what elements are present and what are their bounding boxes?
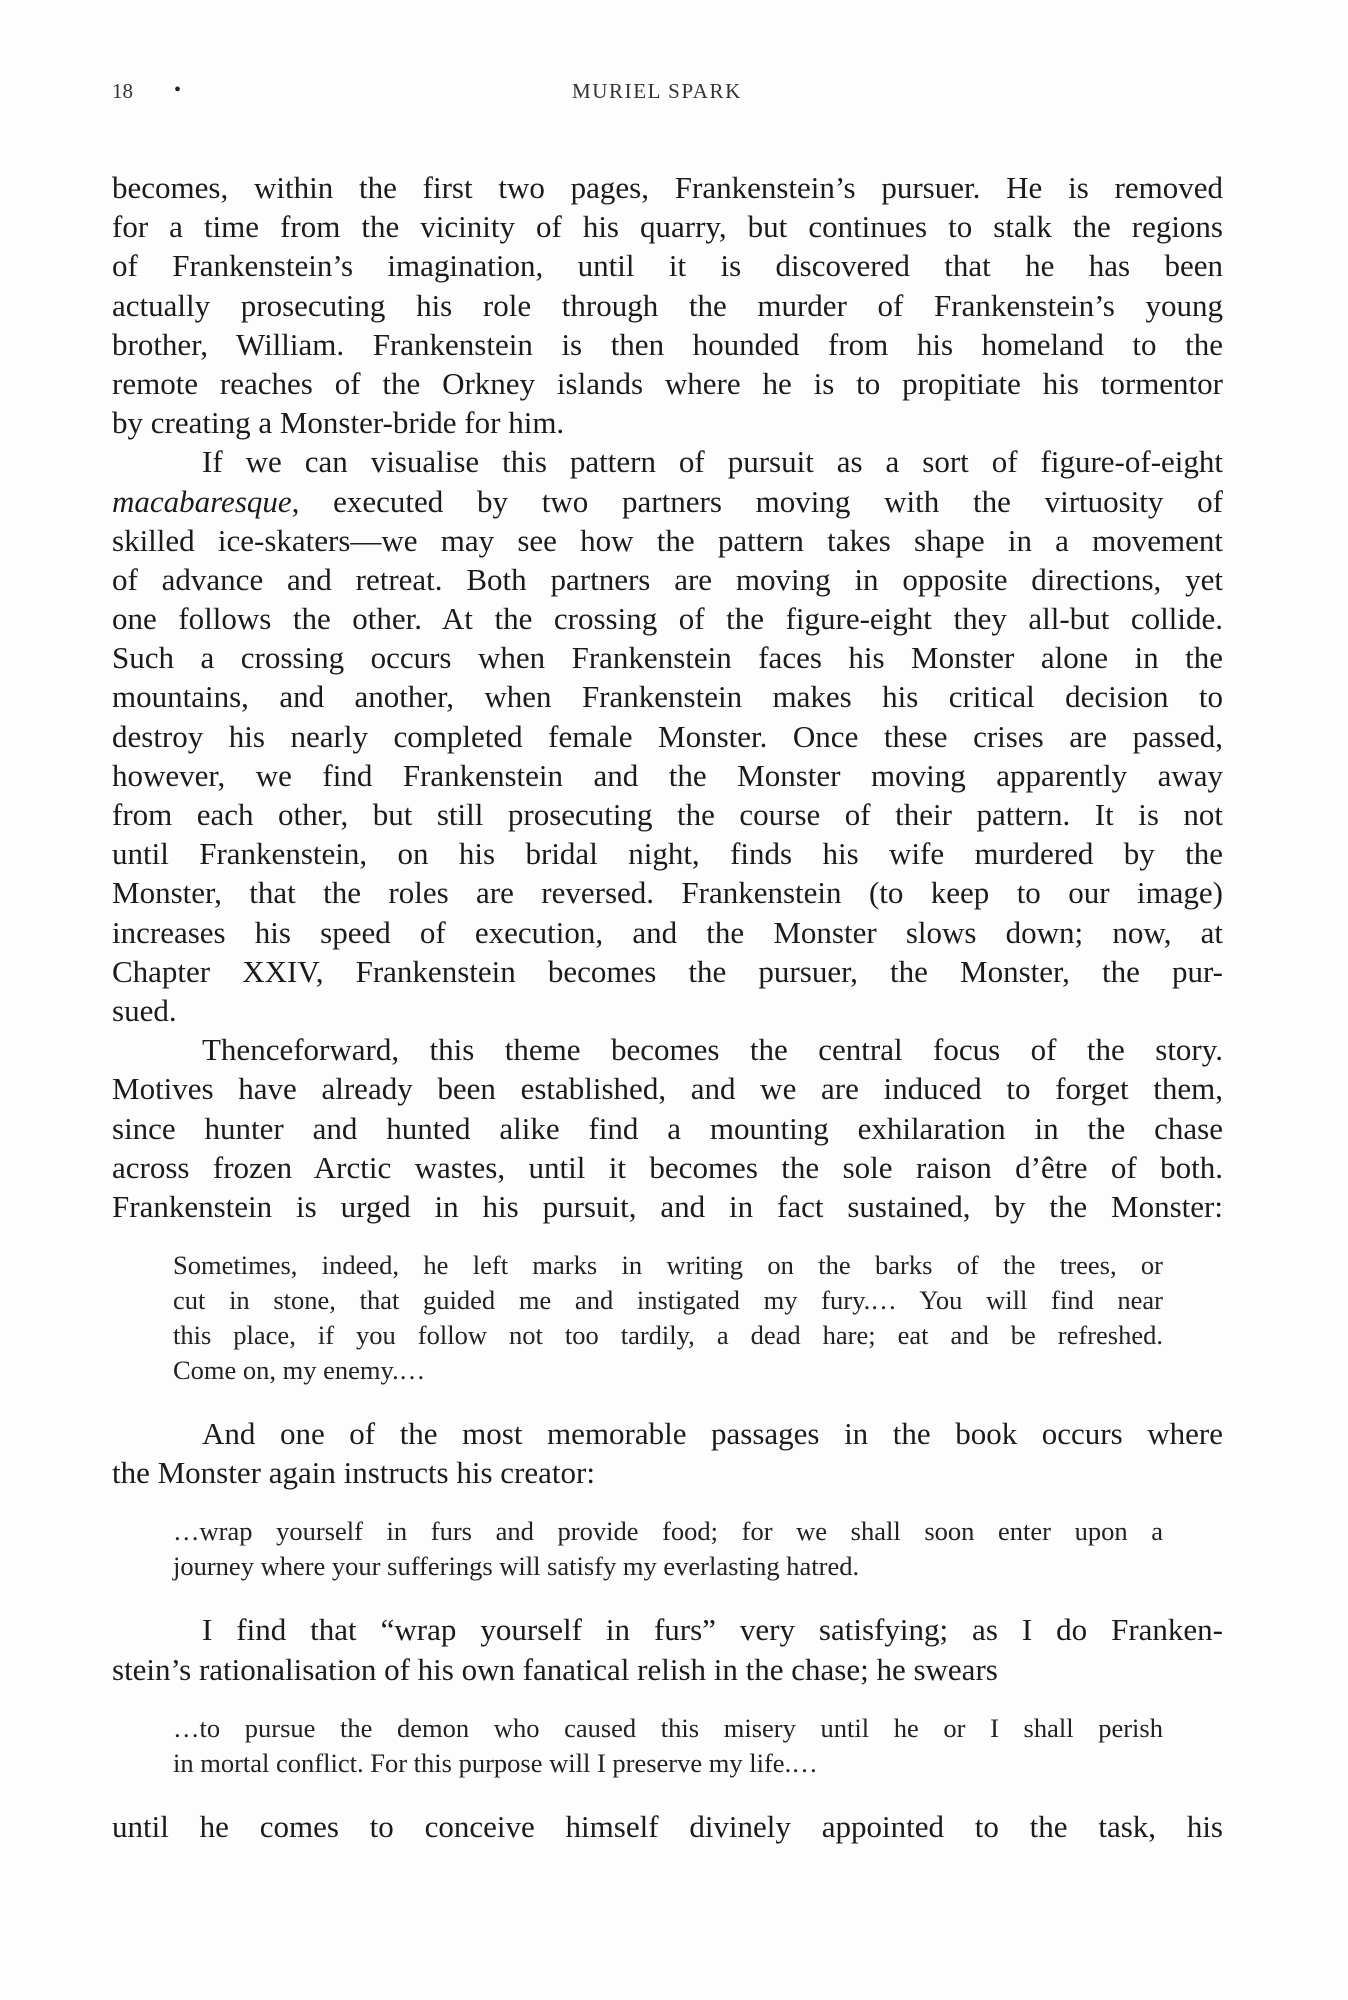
block-quote-2 xyxy=(112,1514,1163,1584)
text-line: until Frankenstein, on his bridal night, finds his wife murdered by the xyxy=(112,836,1223,872)
quote-line: …to pursue the demon who caused this misery until he or I shall perish xyxy=(173,1712,1163,1743)
quote-line: journey where your sufferings will satisfy my everlasting hatred. xyxy=(173,1551,860,1582)
text-line: the Monster again instructs his creator: xyxy=(112,1455,595,1491)
text-line: Frankenstein is urged in his pursuit, and in fact sustained, by the Monster: xyxy=(112,1188,1223,1224)
quote-line: Come on, my enemy.… xyxy=(173,1355,426,1386)
spacer xyxy=(112,1689,1223,1711)
text-line: If we can visualise this pattern of pursuit as a sort of figure-of-eight xyxy=(202,444,1223,480)
paragraph-6 xyxy=(112,1807,1223,1846)
text-line: Monster, that the roles are reversed. Frankenstein (to keep to our image) xyxy=(112,875,1223,911)
body-text xyxy=(112,168,1223,1846)
text-line-with-italic xyxy=(112,482,1223,521)
quote-line: …wrap yourself in furs and provide food; for we shall soon enter upon a xyxy=(173,1516,1163,1547)
text-line: Thenceforward, this theme becomes the central focus of the story. xyxy=(202,1032,1223,1068)
paragraph-2 xyxy=(112,442,1223,1030)
paragraph-5 xyxy=(112,1610,1223,1688)
text-line: Such a crossing occurs when Frankenstein faces his Monster alone in the xyxy=(112,640,1223,676)
text-line: mountains, and another, when Frankenstein makes his critical decision to xyxy=(112,679,1223,715)
text-line: Motives have already been established, and we are induced to forget them, xyxy=(112,1071,1223,1107)
spacer xyxy=(112,1388,1223,1414)
spacer xyxy=(112,1226,1223,1248)
text-line: for a time from the vicinity of his quarry, but continues to stalk the regions xyxy=(112,209,1223,245)
spacer xyxy=(112,1492,1223,1514)
text-line: by creating a Monster-bride for him. xyxy=(112,405,565,441)
text-line: until he comes to conceive himself divinely appointed to the task, his xyxy=(112,1808,1223,1844)
page-number: 18 xyxy=(112,79,133,103)
running-head xyxy=(112,76,1223,106)
text-line: And one of the most memorable passages in the book occurs where xyxy=(202,1416,1223,1452)
block-quote-1 xyxy=(112,1248,1163,1388)
text-line: from each other, but still prosecuting the course of their pattern. It is not xyxy=(112,797,1223,832)
text-line: however, we find Frankenstein and the Monster moving apparently away xyxy=(112,757,1223,793)
text-line: increases his speed of execution, and the Monster slows down; now, at xyxy=(112,914,1223,950)
text-line: of advance and retreat. Both partners are moving in opposite directions, yet xyxy=(112,561,1223,597)
text-fragment: , executed by two partners moving with the virtuosity of xyxy=(291,483,1223,519)
quote-line: in mortal conflict. For this purpose will I preserve my life.… xyxy=(173,1747,818,1778)
text-line: I find that “wrap yourself in furs” very satisfying; as I do Franken- xyxy=(202,1612,1223,1648)
text-line: skilled ice-skaters—we may see how the pattern takes shape in a movement xyxy=(112,522,1223,558)
bullet-separator: • xyxy=(174,79,182,101)
quote-line: Sometimes, indeed, he left marks in writing on the barks of the trees, or xyxy=(173,1250,1163,1281)
text-line: brother, William. Frankenstein is then hounded from his homeland to the xyxy=(112,326,1223,362)
paragraph-3 xyxy=(112,1030,1223,1226)
italic-term: macabaresque xyxy=(112,483,292,519)
text-line: actually prosecuting his role through the murder of Frankenstein’s young xyxy=(112,287,1223,323)
text-line: since hunter and hunted alike find a mounting exhilaration in the chase xyxy=(112,1110,1223,1146)
text-line: across frozen Arctic wastes, until it becomes the sole raison d’être of both. xyxy=(112,1149,1223,1185)
quote-line: this place, if you follow not too tardily, a dead hare; eat and be refreshed. xyxy=(173,1320,1163,1351)
text-line: Chapter XXIV, Frankenstein becomes the pursuer, the Monster, the pur- xyxy=(112,953,1223,989)
block-quote-3 xyxy=(112,1711,1163,1781)
text-line: destroy his nearly completed female Monster. Once these crises are passed, xyxy=(112,718,1223,754)
text-line: of Frankenstein’s imagination, until it is discovered that he has been xyxy=(112,248,1223,284)
text-line: one follows the other. At the crossing of the figure-eight they all-but collide. xyxy=(112,601,1223,637)
running-head-author: MURIEL SPARK xyxy=(572,79,742,103)
spacer xyxy=(112,1584,1223,1610)
text-line: sued. xyxy=(112,992,177,1028)
paragraph-4 xyxy=(112,1414,1223,1492)
text-line: remote reaches of the Orkney islands where he is to propitiate his tormentor xyxy=(112,365,1223,401)
paragraph-1 xyxy=(112,168,1223,442)
text-line: becomes, within the first two pages, Frankenstein’s pursuer. He is removed xyxy=(112,170,1223,205)
spacer xyxy=(112,1781,1223,1807)
quote-line: cut in stone, that guided me and instigated my fury.… You will find near xyxy=(173,1285,1163,1316)
text-line: stein’s rationalisation of his own fanatical relish in the chase; he swears xyxy=(112,1651,998,1687)
